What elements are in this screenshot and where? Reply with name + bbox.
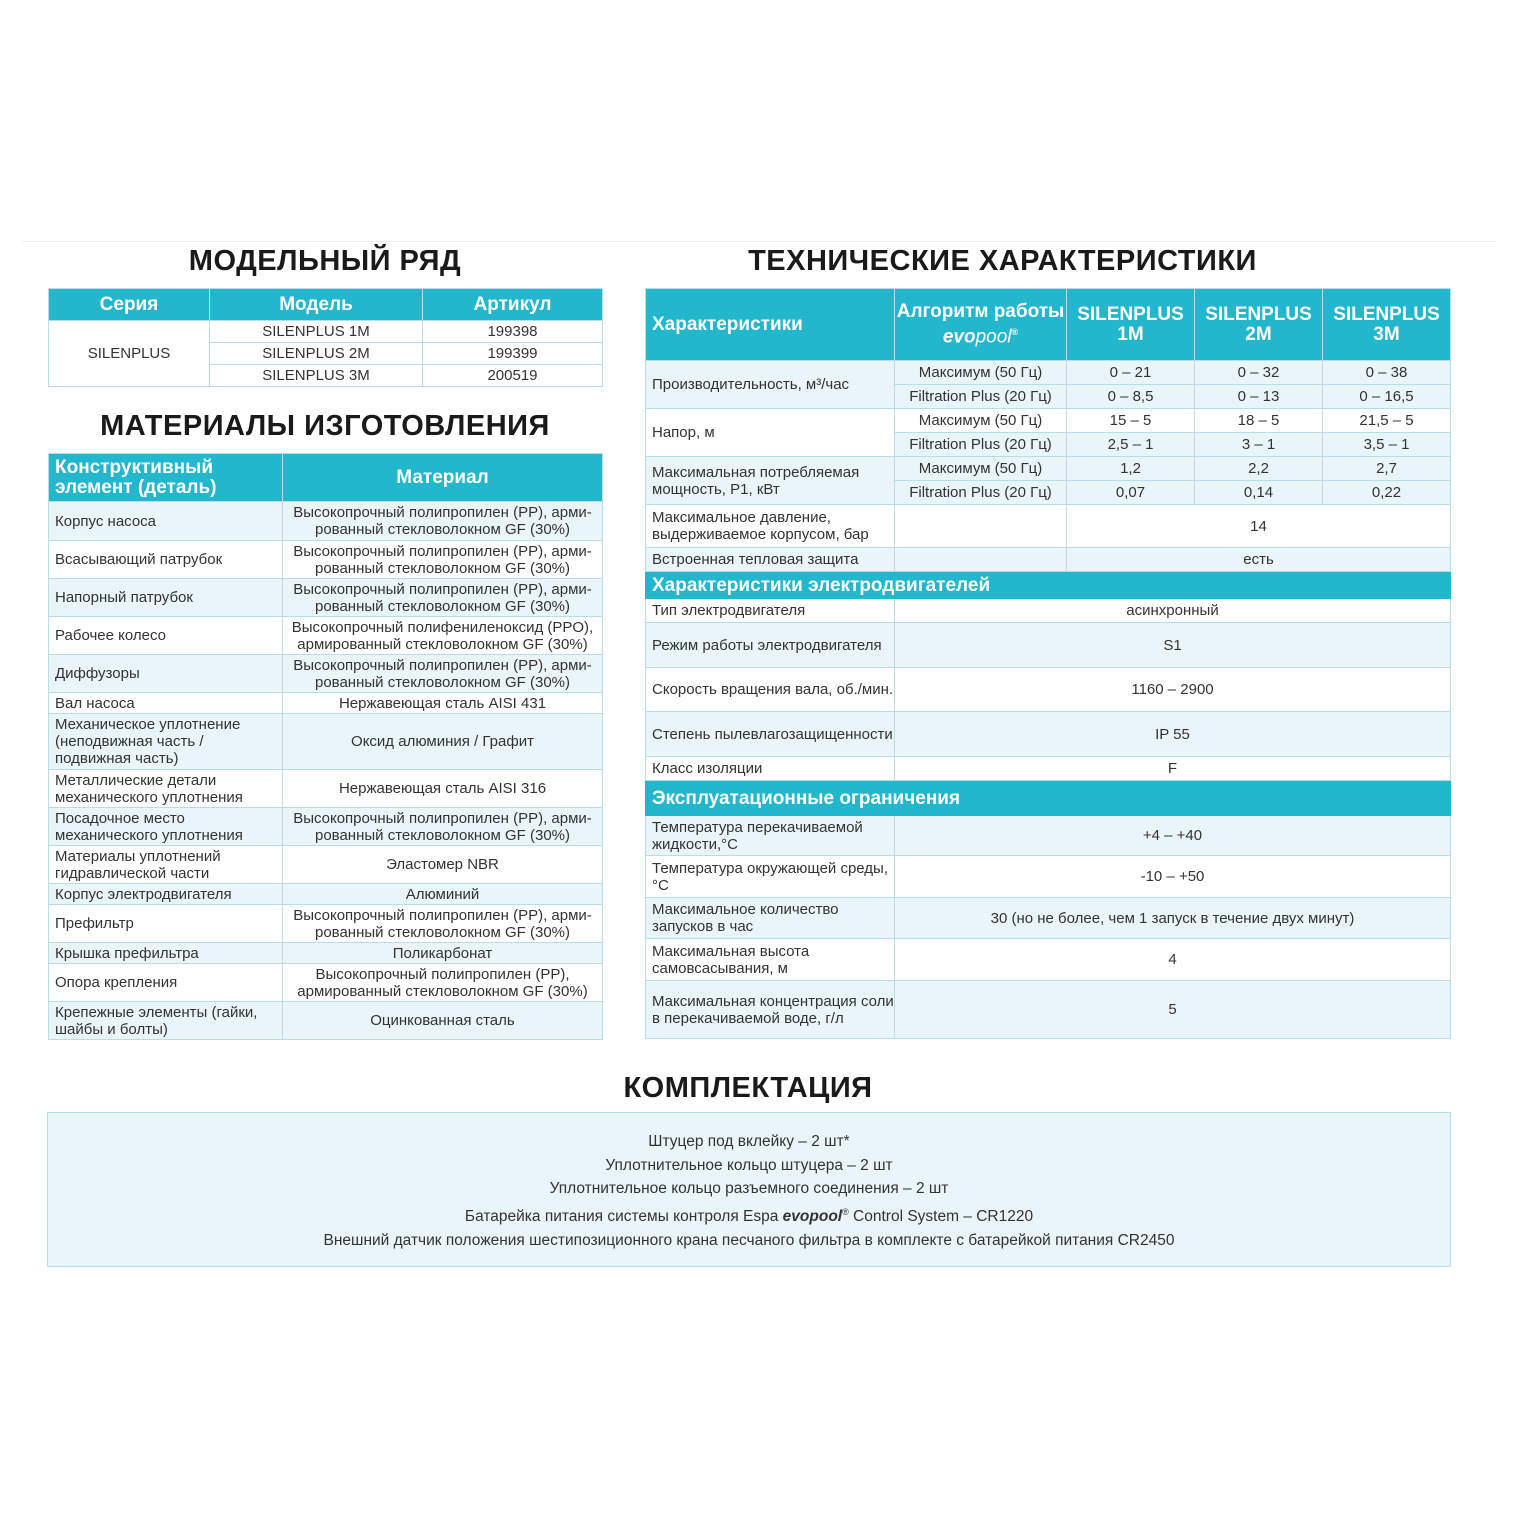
material-cell: Эластомер NBR xyxy=(283,846,603,884)
material-cell: Высокопрочный полипропилен (PP), арми-рованный стекловолокном GF (30%) xyxy=(283,905,603,943)
material-cell: Высокопрочный полипропилен (PP), арми-рованный стекловолокном GF (30%) xyxy=(283,541,603,579)
kit-line: Внешний датчик положения шестипозиционного крана песчаного фильтра в комплекте с батарейкой питания CR2450 xyxy=(323,1231,1175,1249)
motor-label: Степень пылевлагозащищенности xyxy=(646,712,895,757)
kit-line: Уплотнительное кольцо штуцера – 2 шт xyxy=(605,1156,893,1174)
table-row xyxy=(49,617,603,655)
table-row xyxy=(646,712,1451,757)
material-cell: Высокопрочный полипропилен (PP), арми-рованный стекловолокном GF (30%) xyxy=(283,808,603,846)
part-cell: Префильтр xyxy=(49,905,283,943)
value-cell: 0 – 8,5 xyxy=(1067,385,1195,409)
material-cell: Оцинкованная сталь xyxy=(283,1002,603,1040)
table-row xyxy=(646,898,1451,939)
table-row xyxy=(49,884,603,905)
article-cell: 199399 xyxy=(423,343,603,365)
part-cell: Диффузоры xyxy=(49,655,283,693)
mode-fp: Filtration Plus (20 Гц) xyxy=(895,433,1067,457)
value-cell: 0,22 xyxy=(1323,481,1451,505)
value-cell: 0 – 32 xyxy=(1195,361,1323,385)
limit-value: -10 – +50 xyxy=(895,856,1451,898)
table-row xyxy=(646,856,1451,898)
header-char: Характеристики xyxy=(646,289,895,361)
value-cell: 3 – 1 xyxy=(1195,433,1323,457)
value-cell: 3,5 – 1 xyxy=(1323,433,1451,457)
model-cell: SILENPLUS 1M xyxy=(210,321,423,343)
table-row xyxy=(49,693,603,714)
value-cell: 21,5 – 5 xyxy=(1323,409,1451,433)
motor-label: Класс изоляции xyxy=(646,757,895,781)
mode-fp: Filtration Plus (20 Гц) xyxy=(895,385,1067,409)
table-row xyxy=(49,905,603,943)
material-cell: Высокопрочный полипропилен (PP), армированный стекловолокном GF (30%) xyxy=(283,964,603,1002)
mode-max: Максимум (50 Гц) xyxy=(895,457,1067,481)
motor-value: 1160 – 2900 xyxy=(895,668,1451,712)
tech-table xyxy=(645,288,1451,1039)
limit-label: Максимальная высота самовсасывания, м xyxy=(646,939,895,981)
kit-line: Батарейка питания системы контроля Espa evopool® Control System – CR1220 xyxy=(464,1206,1034,1225)
article-cell: 199398 xyxy=(423,321,603,343)
table-row xyxy=(646,939,1451,981)
value-cell: 0 – 38 xyxy=(1323,361,1451,385)
value-cell: 0 – 16,5 xyxy=(1323,385,1451,409)
part-cell: Материалы уплотнений гидравлической части xyxy=(49,846,283,884)
part-cell: Крышка префильтра xyxy=(49,943,283,964)
limit-label: Температура окружающей среды,°С xyxy=(646,856,895,898)
table-row xyxy=(646,599,1451,623)
materials-table xyxy=(48,453,603,1040)
header-material: Материал xyxy=(283,454,603,502)
part-cell: Вал насоса xyxy=(49,693,283,714)
model-cell: SILENPLUS 2M xyxy=(210,343,423,365)
part-cell: Корпус насоса xyxy=(49,502,283,541)
motor-label: Скорость вращения вала, об./мин. xyxy=(646,668,895,712)
empty-cell xyxy=(895,548,1067,572)
article-cell: 200519 xyxy=(423,365,603,387)
material-cell: Высокопрочный полифениленоксид (PPO), армированный стекловолокном GF (30%) xyxy=(283,617,603,655)
kit-box xyxy=(47,1112,1451,1267)
table-row xyxy=(646,409,1451,433)
part-cell: Металлические детали механического уплотнения xyxy=(49,770,283,808)
table-row xyxy=(646,505,1451,548)
value-cell: 0 – 13 xyxy=(1195,385,1323,409)
part-cell: Опора крепления xyxy=(49,964,283,1002)
motor-label: Режим работы электродвигателя xyxy=(646,623,895,668)
header-m1: SILENPLUS 1M xyxy=(1067,289,1195,361)
part-cell: Рабочее колесо xyxy=(49,617,283,655)
value-cell: 2,2 xyxy=(1195,457,1323,481)
part-cell: Напорный патрубок xyxy=(49,579,283,617)
thermal-label: Встроенная тепловая защита xyxy=(646,548,895,572)
materials-table-header xyxy=(49,454,603,502)
value-cell: 0,14 xyxy=(1195,481,1323,505)
table-row xyxy=(49,770,603,808)
part-cell: Всасывающий патрубок xyxy=(49,541,283,579)
evopool-logo: evopool xyxy=(942,326,1012,348)
material-cell: Высокопрочный полипропилен (PP), арми-рованный стекловолокном GF (30%) xyxy=(283,502,603,541)
header-part: Конструктивный элемент (деталь) xyxy=(49,454,283,502)
model-table-header xyxy=(49,289,603,321)
limit-label: Температура перекачиваемой жидкости,°С xyxy=(646,816,895,856)
limit-value: 30 (но не более, чем 1 запуск в течение двух минут) xyxy=(895,898,1451,939)
material-cell: Высокопрочный полипропилен (PP), арми-рованный стекловолокном GF (30%) xyxy=(283,655,603,693)
table-row xyxy=(49,1002,603,1040)
header-algo: Алгоритм работы evopool® xyxy=(895,289,1067,361)
value-cell: 2,7 xyxy=(1323,457,1451,481)
part-cell: Крепежные элементы (гайки, шайбы и болты) xyxy=(49,1002,283,1040)
material-cell: Высокопрочный полипропилен (PP), арми-рованный стекловолокном GF (30%) xyxy=(283,579,603,617)
table-row xyxy=(646,623,1451,668)
limit-label: Максимальная концентрация соли в перекачиваемой воде, г/л xyxy=(646,981,895,1039)
thermal-value: есть xyxy=(1067,548,1451,572)
table-row xyxy=(49,808,603,846)
table-row xyxy=(49,964,603,1002)
header-algo-label: Алгоритм работы xyxy=(896,300,1065,322)
header-series: Серия xyxy=(49,289,210,321)
kit-title: КОМПЛЕКТАЦИЯ xyxy=(623,1072,873,1104)
table-row xyxy=(49,321,603,343)
mode-fp: Filtration Plus (20 Гц) xyxy=(895,481,1067,505)
value-cell: 1,2 xyxy=(1067,457,1195,481)
motor-value: асинхронный xyxy=(895,599,1451,623)
limit-label: Максимальное количество запусков в час xyxy=(646,898,895,939)
series-cell: SILENPLUS xyxy=(49,321,210,387)
table-row xyxy=(49,541,603,579)
head-label: Напор, м xyxy=(646,409,895,457)
limits-section-header xyxy=(646,781,1451,816)
header-model: Модель xyxy=(210,289,423,321)
models-title: МОДЕЛЬНЫЙ РЯД xyxy=(188,245,462,277)
table-row xyxy=(646,981,1451,1039)
table-row xyxy=(646,548,1451,572)
header-m2: SILENPLUS 2M xyxy=(1195,289,1323,361)
material-cell: Поликарбонат xyxy=(283,943,603,964)
power-label: Максимальная потребляемая мощность, P1, кВт xyxy=(646,457,895,505)
tech-table-header xyxy=(646,289,1451,361)
motor-section-title: Характеристики электродвигателей xyxy=(646,572,1451,599)
mode-max: Максимум (50 Гц) xyxy=(895,361,1067,385)
kit-line: Штуцер под вклейку – 2 шт* xyxy=(648,1133,850,1150)
motor-label: Тип электродвигателя xyxy=(646,599,895,623)
part-cell: Посадочное место механического уплотнения xyxy=(49,808,283,846)
motor-value: IP 55 xyxy=(895,712,1451,757)
model-table xyxy=(48,288,603,387)
kit-line: Уплотнительное кольцо разъемного соединения – 2 шт xyxy=(549,1180,949,1198)
table-row xyxy=(49,943,603,964)
value-cell: 18 – 5 xyxy=(1195,409,1323,433)
limits-section-title: Эксплуатационные ограничения xyxy=(646,781,1451,816)
limit-value: 4 xyxy=(895,939,1451,981)
table-row xyxy=(49,655,603,693)
material-cell: Алюминий xyxy=(283,884,603,905)
limit-value: 5 xyxy=(895,981,1451,1039)
header-article: Артикул xyxy=(423,289,603,321)
header-m3: SILENPLUS 3M xyxy=(1323,289,1451,361)
mode-max: Максимум (50 Гц) xyxy=(895,409,1067,433)
evopool-logo: evopool xyxy=(782,1207,843,1225)
value-cell: 2,5 – 1 xyxy=(1067,433,1195,457)
tech-title: ТЕХНИЧЕСКИЕ ХАРАКТЕРИСТИКИ xyxy=(748,245,1257,277)
value-cell: 0 – 21 xyxy=(1067,361,1195,385)
table-row xyxy=(646,668,1451,712)
limit-value: +4 – +40 xyxy=(895,816,1451,856)
table-row xyxy=(646,361,1451,385)
table-row xyxy=(646,816,1451,856)
model-cell: SILENPLUS 3M xyxy=(210,365,423,387)
table-row xyxy=(49,846,603,884)
material-cell: Оксид алюминия / Графит xyxy=(283,714,603,770)
empty-cell xyxy=(895,505,1067,548)
material-cell: Нержавеющая сталь AISI 316 xyxy=(283,770,603,808)
motor-value: S1 xyxy=(895,623,1451,668)
value-cell: 15 – 5 xyxy=(1067,409,1195,433)
part-cell: Механическое уплотнение (неподвижная часть / подвижная часть) xyxy=(49,714,283,770)
table-row xyxy=(646,757,1451,781)
top-divider xyxy=(22,241,1497,242)
motor-section-header xyxy=(646,572,1451,599)
perf-label: Производительность, м³/час xyxy=(646,361,895,409)
materials-title: МАТЕРИАЛЫ ИЗГОТОВЛЕНИЯ xyxy=(100,410,550,442)
part-cell: Корпус электродвигателя xyxy=(49,884,283,905)
table-row xyxy=(646,457,1451,481)
material-cell: Нержавеющая сталь AISI 431 xyxy=(283,693,603,714)
pressure-label: Максимальное давление, выдерживаемое корпусом, бар xyxy=(646,505,895,548)
pressure-value: 14 xyxy=(1067,505,1451,548)
table-row xyxy=(49,579,603,617)
table-row xyxy=(49,714,603,770)
table-row xyxy=(49,502,603,541)
motor-value: F xyxy=(895,757,1451,781)
value-cell: 0,07 xyxy=(1067,481,1195,505)
